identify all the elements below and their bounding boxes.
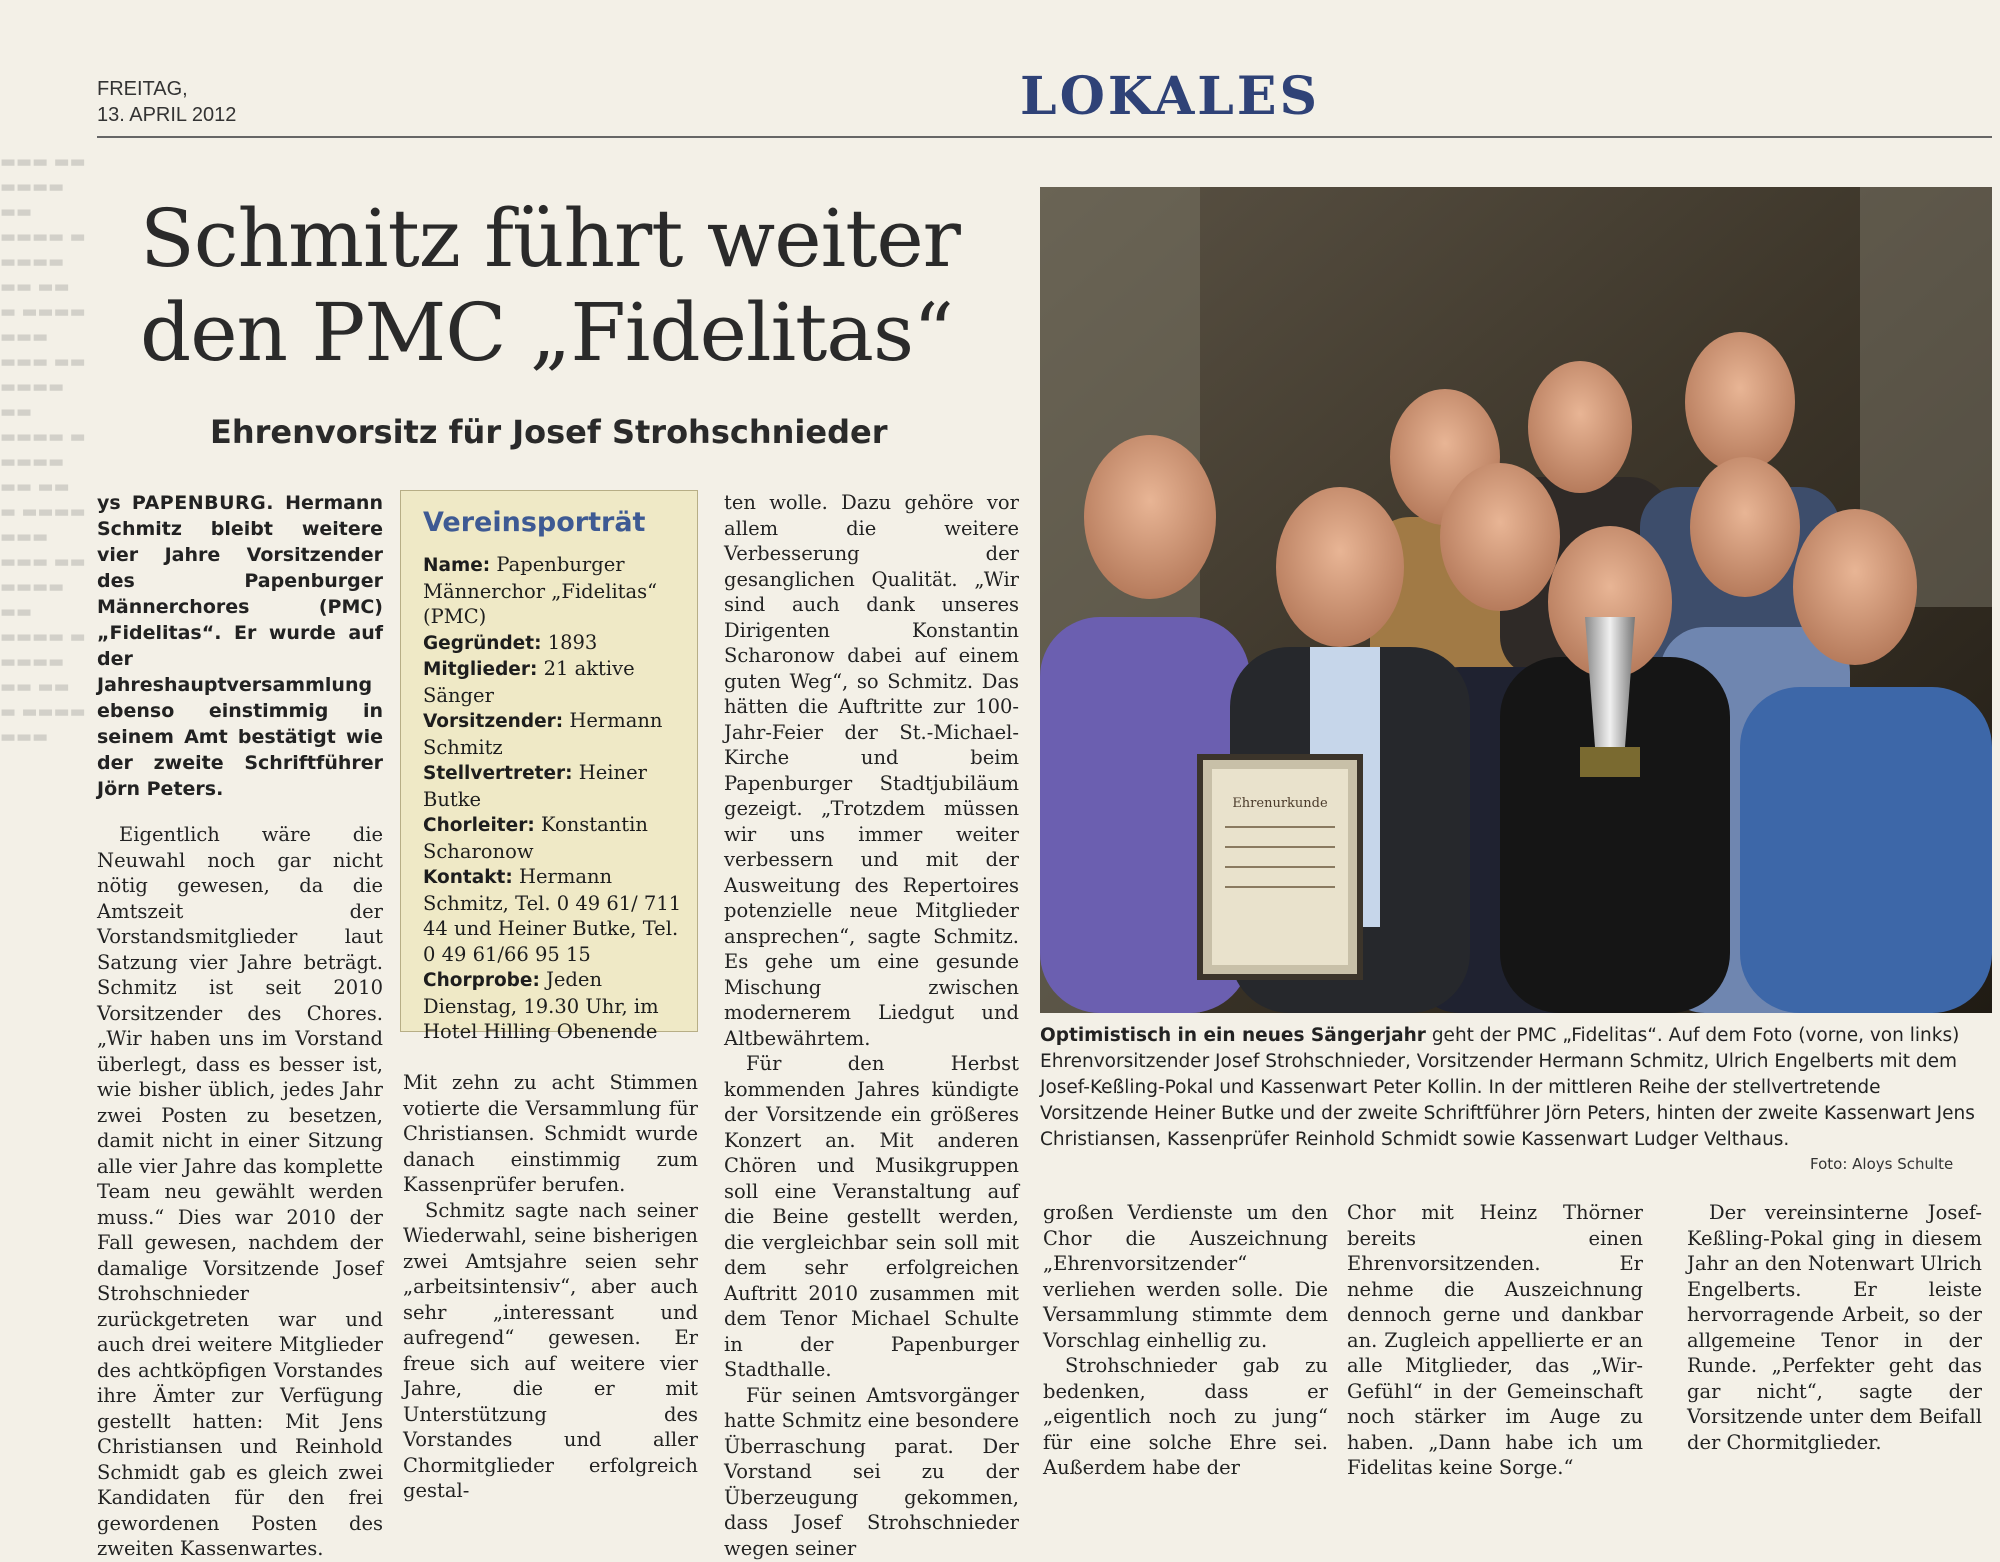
fact-item: Stellvertreter: Heiner Butke — [423, 761, 647, 811]
fact-item: Vorsitzender: Hermann Schmitz — [423, 709, 663, 759]
paragraph: Chor mit Heinz Thörner bereits einen Ehrenvorsitzenden. Er nehme die Auszeichnung dennoch gerne und dankbar an. Zugleich appellierte er an alle Mitglieder, das „Wir-Gefühl“ in der Gemeinschaft noch stärker im Auge zu haben. „Dann habe ich um Fidelitas keine Sorge.“ — [1347, 1201, 1643, 1479]
fact-item: Chorleiter: Konstantin Scharonow — [423, 813, 648, 863]
photo-caption — [1040, 1023, 1992, 1153]
fact-item: Chorprobe: Jeden Dienstag, 19.30 Uhr, im Hotel Hilling Obenende — [423, 968, 659, 1043]
article-column-6 — [1347, 1200, 1643, 1481]
group-photo — [1040, 187, 1992, 1013]
paragraph: Für den Herbst kommenden Jahres kündigte der Vorsitzende ein größeres Konzert an. Mit anderen Chören und Musikgruppen soll eine Veranstaltung auf die Beine gestellt werden, die vergleichbar sein soll mit dem sehr erfolgreichen Auftritt 2010 zusammen mit dem Tenor Michael Schulte in der Papenburger Stadthalle. — [724, 1052, 1019, 1381]
article-column-2 — [403, 1070, 698, 1504]
dateline: PAPENBURG. — [131, 492, 274, 514]
bleed-through-texture: ▬▬▬ ▬▬ ▬▬▬▬ ▬▬ ▬▬▬▬ ▬ ▬▬▬▬ ▬▬ ▬▬ ▬ ▬▬▬▬ ▬▬▬ ▬▬▬ ▬▬ ▬▬▬▬ ▬▬ ▬▬▬▬ ▬ ▬▬▬▬ ▬▬ ▬▬ ▬ ▬▬▬▬ ▬▬▬ ▬▬▬ ▬▬ ▬▬▬▬ ▬▬ ▬▬▬▬ ▬ ▬▬▬▬ ▬▬ ▬▬ ▬ ▬▬▬▬ ▬▬▬ — [0, 152, 86, 747]
paragraph: Für seinen Amtsvorgänger hatte Schmitz eine besondere Überraschung parat. Der Vorstand sei zu der Überzeugung gekommen, dass Josef Strohschnieder wegen seiner — [724, 1383, 1019, 1560]
paragraph: ten wolle. Dazu gehöre vor allem die weitere Verbesserung der gesanglichen Qualität. „Wir sind auch dank unseres Dirigenten Konstantin Scharonow dabei auf einem guten Weg“, so Schmitz. Das hätten die Auftritte zur 100-Jahr-Feier der St.-Michael-Kirche und beim Papenburger Stadtjubiläum gezeigt. „Trotzdem müssen wir uns immer weiter verbessern und mit der Ausweitung des Repertoires potenzielle neue Mitglieder ansprechen“, sagte Schmitz. Es gehe um eine gesunde Mischung zwischen modernerem Liedgut und Altbewährtem. — [724, 491, 1019, 1050]
article-column-3 — [724, 490, 1019, 1561]
headline-line-1: Schmitz führt weiter — [140, 192, 960, 285]
paragraph: Schmitz sagte nach seiner Wiederwahl, seine bisherigen zwei Amtsjahre seien sehr „arbeitsintensiv“, aber auch sehr „interessant und aufregend“ gewesen. Er freue sich auf weitere vier Jahre, die er mit Unterstützung des Vorstandes und aller Chormitglieder erfolgreich gestal- — [403, 1198, 698, 1502]
section-title: LOKALES — [1020, 66, 1321, 127]
paragraph: Mit zehn zu acht Stimmen votierte die Versammlung für Christiansen. Schmidt wurde danach einstimmig zum Kassenprüfer berufen. — [403, 1071, 698, 1196]
caption-lead: Optimistisch in ein neues Sängerjahr — [1040, 1025, 1426, 1046]
fact-item: Gegründet: 1893 — [423, 630, 598, 654]
paragraph: Strohschnieder gab zu bedenken, dass er „eigentlich noch zu jung“ für eine solche Ehre sei. Außerdem habe der — [1043, 1354, 1328, 1479]
header-rule — [97, 136, 1992, 138]
fact-item: Mitglieder: 21 aktive Sänger — [423, 657, 635, 707]
lead-text: Hermann Schmitz bleibt weitere vier Jahre Vorsitzender des Papenburger Männerchores (PMC) „Fidelitas“. Er wurde auf der Jahreshauptversammlung ebenso einstimmig in seinem Amt bestätigt wie der zweite Schriftführer Jörn Peters. — [97, 492, 383, 800]
caption-text: geht der PMC „Fidelitas“. Auf dem Foto (vorne, von links) Ehrenvorsitzender Josef Strohschnieder, Vorsitzender Hermann Schmitz, Ulrich Engelberts mit dem Josef-Keßling-Pokal und Kassenwart Peter Kollin. In der mittleren Reihe der stellvertretende Vorsitzende Heiner Butke und der zweite Schriftführer Jörn Peters, hinten der zweite Kassenwart Jens Christiansen, Kassenprüfer Reinhold Schmidt sowie Kassenwart Ludger Velthaus. — [1040, 1025, 1975, 1150]
fact-item: Name: Papenburger Männerchor „Fidelitas“ (PMC) — [423, 553, 658, 628]
author-initials: ys — [97, 492, 121, 514]
paragraph: Der vereinsinterne Josef-Keßling-Pokal ging in diesem Jahr an den Notenwart Ulrich Engelberts. Er leiste hervorragende Arbeit, so der allgemeine Tenor in der Runde. „Perfekter geht das gar nicht“, sagte der Vorsitzende unter dem Beifall der Chormitglieder. — [1687, 1201, 1982, 1454]
factbox-title: Vereinsporträt — [423, 507, 646, 538]
paragraph: Eigentlich wäre die Neuwahl noch gar nicht nötig gewesen, da die Amtszeit der Vorstandsmitglieder laut Satzung vier Jahre beträgt. Schmitz ist seit 2010 Vorsitzender des Chores. „Wir haben uns im Vorstand überlegt, dass es besser ist, wie bisher üblich, jedes Jahr zwei Posten zu besetzen, damit nicht in einer Sitzung alle vier Jahre das komplette Team neu gewählt werden muss.“ Dies war 2010 der Fall gewesen, nachdem der damalige Vorsitzende Josef Strohschnieder zurückgetreten war und auch drei weitere Mitglieder des achtköpfigen Vorstandes ihre Ämter zur Verfügung gestellt hatten: Mit Jens Christiansen und Reinhold Schmidt gab es gleich zwei Kandidaten für den frei gewordenen Posten des zweiten Kassenwartes. — [97, 823, 383, 1560]
article-column-7 — [1687, 1200, 1982, 1455]
certificate-title: Ehrenurkunde — [1232, 796, 1328, 811]
issue-date — [97, 76, 236, 128]
article-lead — [97, 490, 383, 802]
paragraph: großen Verdienste um den Chor die Auszeichnung „Ehrenvorsitzender“ verliehen werden solle. Die Versammlung stimmte dem Vorschlag einhellig zu. — [1043, 1201, 1328, 1352]
photo-credit: Foto: Aloys Schulte — [1810, 1155, 1954, 1173]
factbox — [400, 490, 698, 1043]
headline — [140, 192, 1020, 380]
issue-weekday: FREITAG, — [97, 78, 188, 100]
article-column-5 — [1043, 1200, 1328, 1481]
article-column-1 — [97, 490, 383, 1562]
fact-item: Kontakt: Hermann Schmitz, Tel. 0 49 61/ 711 44 und Heiner Butke, Tel. 0 49 61/66 95 15 — [423, 865, 682, 966]
issue-date-text: 13. APRIL 2012 — [97, 104, 237, 126]
subheadline: Ehrenvorsitz für Josef Strohschnieder — [210, 413, 888, 451]
headline-line-2: den PMC „Fidelitas“ — [140, 286, 953, 379]
